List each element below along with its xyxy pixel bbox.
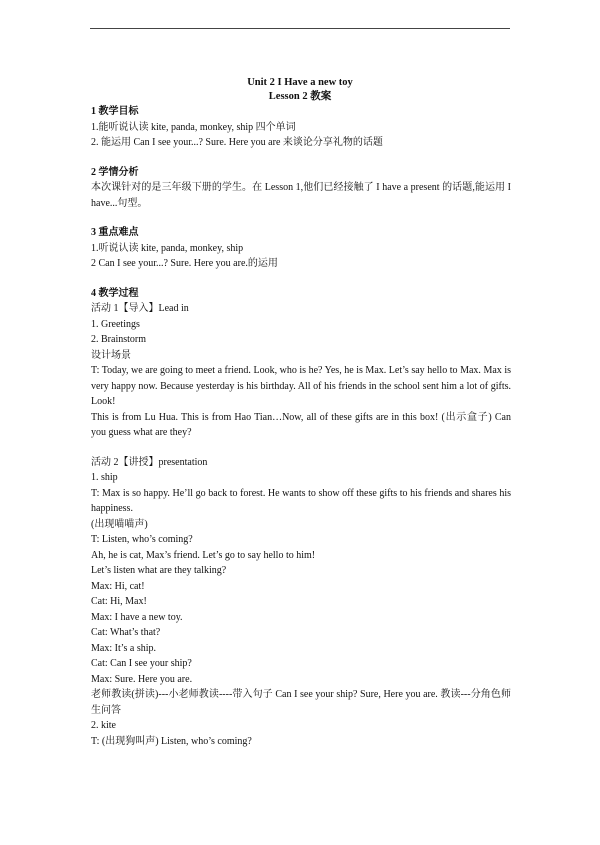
header-rule: [90, 28, 510, 29]
section-heading: 3 重点难点: [91, 227, 139, 238]
dialogue-line: T: Listen, who’s coming?: [91, 534, 193, 545]
section-heading: 1 教学目标: [91, 106, 139, 117]
document-body: [91, 104, 511, 749]
dialogue-line: Max: Sure. Here you are.: [91, 673, 193, 685]
objective-item: 1.能听说认读 kite, panda, monkey, ship 四个单词: [91, 121, 296, 133]
paragraph: This is from Lu Hua. This is from Hao Tian…Now, all of these gifts are in this box! (出示盒子) Can you guess what are they?: [91, 411, 511, 438]
dialogue-line: Cat: Hi, Max!: [91, 596, 147, 607]
text-line: 设计场景: [91, 349, 131, 361]
paragraph: 老师教读(拼读)---小老师教读----带入句子 Can I see your ship? Sure, Here you are. 教读---分角色师生问答: [91, 689, 511, 716]
paragraph: T: Max is so happy. He’ll go back to forest. He wants to show off these gifts to his friends and shares his happiness.: [91, 487, 511, 514]
activity-title: 活动 1【导入】Lead in: [91, 303, 189, 314]
text-line: 2. Brainstorm: [91, 334, 146, 345]
title-block: [0, 76, 600, 104]
dialogue-line: Max: Hi, cat!: [91, 580, 145, 592]
document-title: Unit 2 I Have a new toy: [247, 77, 353, 88]
dialogue-line: Let’s listen what are they talking?: [91, 565, 227, 576]
text-line: 2. kite: [91, 720, 116, 731]
dialogue-line: Cat: Can I see your ship?: [91, 658, 192, 669]
key-point-item: 1.听说认读 kite, panda, monkey, ship: [91, 242, 244, 254]
text-line: 1. ship: [91, 472, 118, 483]
document-subtitle: Lesson 2 教案: [268, 91, 332, 102]
objective-item: 2. 能运用 Can I see your...? Sure. Here you are 来谈论分享礼物的话题: [91, 137, 383, 148]
dialogue-line: (出现喵喵声): [91, 518, 148, 530]
paragraph: T: Today, we are going to meet a friend. Look, who is he? Yes, he is Max. Let’s say hello to Max. Max is very happy now. Because yesterday is his birthday. All of his friends in the school sent him a lot of gifts. Look!: [91, 365, 511, 407]
paragraph: 本次课针对的是三年级下册的学生。在 Lesson 1,他们已经接触了 I have a present 的话题,能运用 I have...句型。: [91, 182, 511, 209]
dialogue-line: Max: It’s a ship.: [91, 642, 156, 654]
activity-title: 活动 2【讲授】presentation: [91, 456, 208, 468]
dialogue-line: Max: I have a new toy.: [91, 611, 183, 623]
section-heading: 4 教学过程: [91, 287, 139, 299]
text-line: 1. Greetings: [91, 318, 140, 330]
text-line: T: (出现狗叫声) Listen, who’s coming?: [91, 735, 252, 747]
section-heading: 2 学情分析: [91, 166, 139, 178]
dialogue-line: Cat: What’s that?: [91, 627, 161, 638]
dialogue-line: Ah, he is cat, Max’s friend. Let’s go to say hello to him!: [91, 549, 316, 561]
key-point-item: 2 Can I see your...? Sure. Here you are.的运用: [91, 258, 278, 269]
